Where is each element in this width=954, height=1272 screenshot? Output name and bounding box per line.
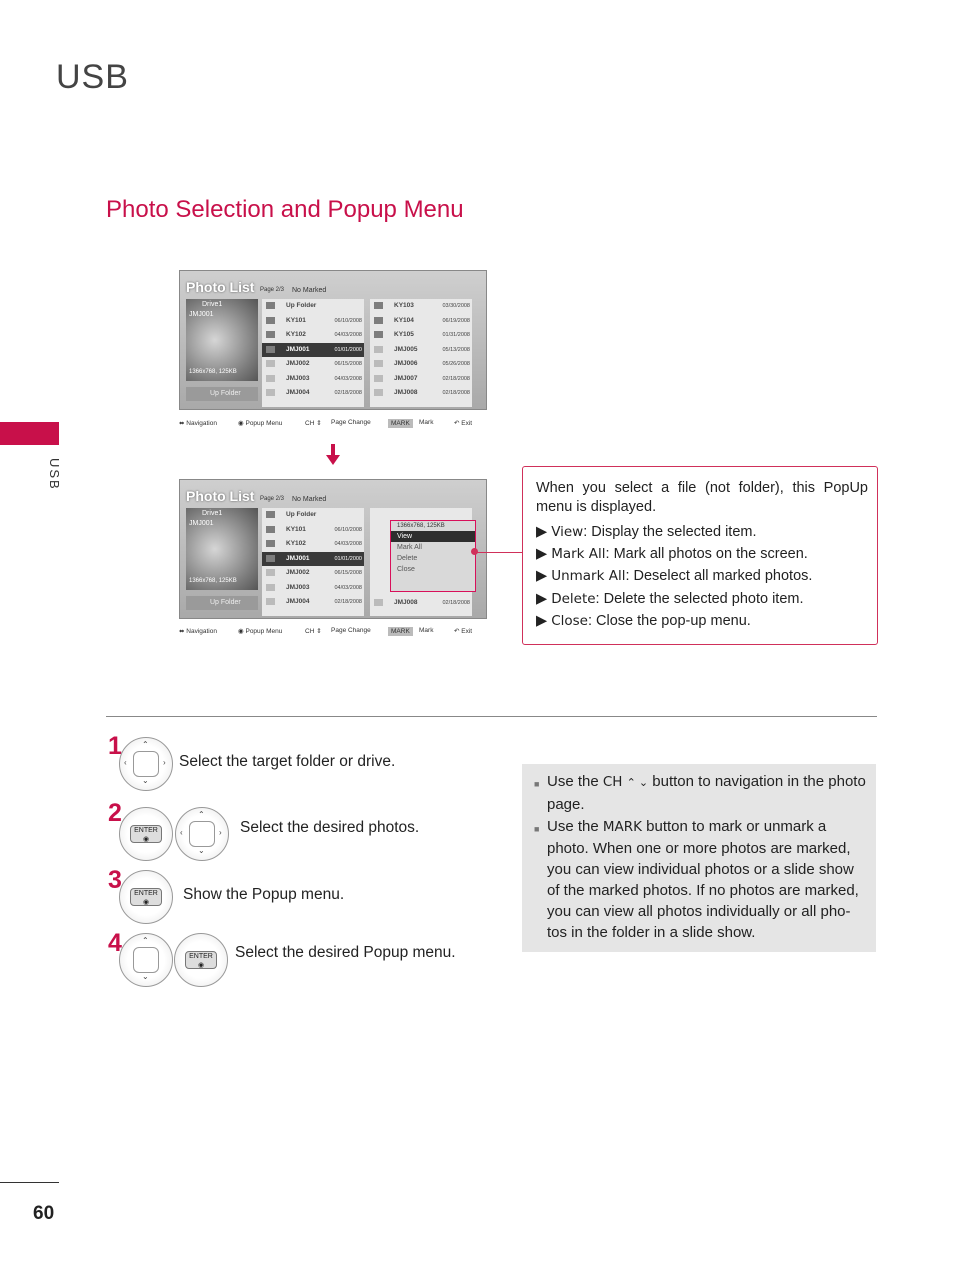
popup-menu xyxy=(390,520,476,592)
hint-exit: ↶ Exit xyxy=(454,420,473,427)
hint-navigation: ⬌ Navigation xyxy=(179,628,217,635)
callout-item: ▶ Delete: Delete the selected photo item. xyxy=(536,591,804,607)
step-text: Select the desired Popup menu. xyxy=(235,944,456,961)
popup-item-delete[interactable]: Delete xyxy=(397,555,418,562)
file-name: JMJ003 xyxy=(286,583,310,591)
file-date: 06/15/2008 xyxy=(334,570,362,576)
note-post: button to navigation in the photo page. xyxy=(547,773,866,813)
callout-item: ▶ View: Display the selected item. xyxy=(536,524,757,540)
file-name: JMJ001 xyxy=(286,554,310,562)
callout-desc: : Deselect all marked photos. xyxy=(625,568,813,584)
file-date: 05/26/2008 xyxy=(442,361,470,367)
resolution-label: 1366x768, 125KB xyxy=(189,578,237,584)
screen-title: Photo List xyxy=(186,279,255,295)
file-date: 02/18/2008 xyxy=(442,390,470,396)
file-name: KY104 xyxy=(394,316,414,324)
callout-key: View xyxy=(551,524,584,540)
file-name: JMJ008 xyxy=(394,389,418,396)
file-date: 06/10/2008 xyxy=(334,317,362,324)
bullet-icon: ■ xyxy=(534,779,540,789)
file-name: KY102 xyxy=(286,540,306,547)
folder-icon xyxy=(266,540,275,547)
step-number: 3 xyxy=(108,866,122,894)
file-name: KY103 xyxy=(394,302,414,309)
callout-connector xyxy=(475,552,523,553)
file-name: Up Folder xyxy=(286,511,317,518)
file-date: 03/30/2008 xyxy=(442,303,470,309)
photo-icon xyxy=(374,599,383,606)
file-row-selected[interactable] xyxy=(262,343,364,358)
drive-label: Drive1 xyxy=(202,510,223,517)
file-row[interactable] xyxy=(370,357,472,372)
up-folder-button[interactable] xyxy=(186,387,258,401)
hint-exit: ↶ Exit xyxy=(454,628,473,635)
popup-item-mark-all[interactable]: Mark All xyxy=(397,544,422,551)
hint-exit-label: Exit xyxy=(461,628,473,635)
file-name: JMJ005 xyxy=(394,345,418,353)
file-date: 04/03/2008 xyxy=(334,332,362,338)
step-number: 2 xyxy=(108,799,122,827)
photo-icon xyxy=(266,346,275,353)
step-text: Show the Popup menu. xyxy=(183,886,345,903)
file-row[interactable] xyxy=(370,386,472,401)
file-date: 04/03/2008 xyxy=(334,584,362,591)
photo-icon xyxy=(374,360,383,367)
file-date: 06/15/2008 xyxy=(334,361,362,367)
photo-icon xyxy=(266,375,275,382)
photo-preview xyxy=(186,508,258,590)
file-date: 04/03/2008 xyxy=(334,375,362,382)
file-row[interactable] xyxy=(262,328,364,343)
photo-icon xyxy=(374,389,383,396)
file-label: JMJ001 xyxy=(189,311,214,318)
file-row[interactable] xyxy=(370,372,472,387)
photo-icon xyxy=(266,555,275,562)
popup-item-view[interactable]: View xyxy=(391,531,475,542)
file-row[interactable] xyxy=(262,372,364,387)
photo-icon xyxy=(266,569,275,576)
file-column-left xyxy=(262,299,364,407)
side-label: USB xyxy=(47,458,62,491)
up-folder-label: Up Folder xyxy=(210,599,241,606)
callout-key: Unmark All xyxy=(551,568,626,584)
step-number: 1 xyxy=(108,732,122,760)
marked-status: No Marked xyxy=(292,287,327,294)
hint-popup: ◉ Popup Menu xyxy=(238,628,283,635)
resolution-label: 1366x768, 125KB xyxy=(189,369,237,375)
hint-mark: Mark xyxy=(419,627,434,634)
dpad-icon: ⌃ ⌄ ‹ › xyxy=(175,807,229,861)
hint-page-change: Page Change xyxy=(331,627,371,634)
file-row[interactable] xyxy=(262,581,364,596)
callout-intro: When you select a file (not folder), this PopUp menu is displayed. xyxy=(536,480,868,515)
up-folder-label: Up Folder xyxy=(210,390,241,397)
file-date: 01/31/2008 xyxy=(442,332,470,338)
file-date: 01/01/2000 xyxy=(334,555,362,562)
page-indicator: Page 2/3 xyxy=(260,287,285,293)
file-name: JMJ003 xyxy=(286,374,310,382)
file-name: JMJ004 xyxy=(286,389,310,396)
file-row[interactable] xyxy=(262,508,364,523)
down-arrow-icon xyxy=(326,444,340,466)
ch-arrows-icon: ⌃ ⌄ xyxy=(626,777,649,789)
callout-desc: : Delete the selected photo item. xyxy=(595,591,804,607)
folder-icon xyxy=(374,317,383,324)
hint-ch: CH ⇕ xyxy=(305,420,322,427)
photo-list-screen-1 xyxy=(179,270,487,410)
file-row[interactable] xyxy=(370,343,472,358)
file-name: KY102 xyxy=(286,331,306,338)
folder-icon xyxy=(374,302,383,309)
file-name: JMJ008 xyxy=(394,599,418,606)
popup-item-close[interactable]: Close xyxy=(397,566,415,573)
photo-list-screen-2 xyxy=(179,479,487,619)
file-row[interactable] xyxy=(370,328,472,343)
file-row[interactable] xyxy=(262,523,364,538)
enter-label: ENTER xyxy=(134,827,158,834)
file-date: 01/01/2000 xyxy=(334,346,362,353)
file-row[interactable] xyxy=(262,537,364,552)
hint-page-change: Page Change xyxy=(331,419,371,426)
dpad-icon: ⌃ ⌄ ‹ › xyxy=(119,737,173,791)
divider xyxy=(106,716,877,717)
callout-dot xyxy=(471,548,478,555)
side-tab xyxy=(0,422,59,445)
photo-icon xyxy=(266,598,275,605)
file-row[interactable] xyxy=(262,566,364,581)
file-name: KY101 xyxy=(286,525,306,533)
file-row[interactable] xyxy=(262,357,364,372)
folder-icon xyxy=(266,331,275,338)
note-key: MARK xyxy=(602,819,642,835)
file-name: JMJ002 xyxy=(286,569,310,576)
up-folder-button[interactable] xyxy=(186,596,258,610)
page-indicator: Page 2/3 xyxy=(260,496,285,502)
file-date: 02/18/2008 xyxy=(334,599,362,605)
page-number: 60 xyxy=(33,1203,55,1224)
callout-desc: : Close the pop-up menu. xyxy=(587,613,751,629)
enter-label: ENTER xyxy=(189,953,213,960)
folder-icon xyxy=(266,526,275,533)
hint-mark: Mark xyxy=(419,419,434,426)
hint-popup-label: Popup Menu xyxy=(245,420,283,427)
folder-icon xyxy=(266,511,275,518)
photo-icon xyxy=(266,360,275,367)
file-date: 02/18/2008 xyxy=(442,375,470,382)
file-date: 06/10/2008 xyxy=(334,526,362,533)
file-row[interactable] xyxy=(262,314,364,329)
file-row-selected[interactable] xyxy=(262,552,364,567)
file-date: 04/03/2008 xyxy=(334,541,362,547)
folder-icon xyxy=(266,302,275,309)
note-pre: Use the xyxy=(547,818,603,835)
page-header: USB xyxy=(56,58,129,96)
step-text: Select the target folder or drive. xyxy=(179,753,396,770)
enter-button-icon: ENTER ◉ xyxy=(174,933,228,987)
photo-preview xyxy=(186,299,258,381)
callout-key: Delete xyxy=(551,591,596,607)
file-date: 06/19/2008 xyxy=(442,317,470,324)
file-name: KY105 xyxy=(394,331,414,338)
file-column-left xyxy=(262,508,364,616)
hint-ch: CH ⇕ xyxy=(305,628,322,635)
section-title: Photo Selection and Popup Menu xyxy=(106,196,464,223)
note-post: button to mark or unmark a photo. When one or more photos are marked, you can view individual photos or a slide show of the marked photos. If no photos are marked, you can view all photos individually or all pho-tos in the folder in a slide show. xyxy=(547,818,859,941)
note-item xyxy=(547,771,867,815)
file-column-right xyxy=(370,299,472,407)
hint-navigation-label: Navigation xyxy=(186,420,217,427)
file-name: JMJ007 xyxy=(394,374,418,382)
file-name: Up Folder xyxy=(286,302,317,309)
file-name: KY101 xyxy=(286,316,306,324)
callout-desc: : Display the selected item. xyxy=(583,524,757,540)
bullet-icon: ■ xyxy=(534,824,540,834)
file-row[interactable] xyxy=(370,596,472,611)
note-item xyxy=(547,816,867,943)
file-date: 02/18/2008 xyxy=(442,600,470,606)
hint-mark-key: MARK xyxy=(388,627,413,636)
hint-exit-label: Exit xyxy=(461,420,473,427)
popup-header: 1366x768, 125KB xyxy=(397,523,445,529)
callout-item: ▶ Close: Close the pop-up menu. xyxy=(536,613,751,629)
note-key: CH xyxy=(602,774,623,790)
file-row[interactable] xyxy=(262,386,364,401)
note-pre: Use the xyxy=(547,773,603,790)
callout-key: Close xyxy=(551,613,588,629)
file-name: JMJ006 xyxy=(394,360,418,367)
photo-icon xyxy=(374,346,383,353)
callout-item: ▶ Unmark All: Deselect all marked photos. xyxy=(536,568,813,584)
folder-icon xyxy=(374,331,383,338)
file-date: 02/18/2008 xyxy=(334,390,362,396)
marked-status: No Marked xyxy=(292,496,327,503)
file-name: JMJ001 xyxy=(286,345,310,353)
callout-item: ▶ Mark All: Mark all photos on the screen. xyxy=(536,546,808,562)
file-name: JMJ004 xyxy=(286,598,310,605)
hint-popup: ◉ Popup Menu xyxy=(238,420,283,427)
file-name: JMJ002 xyxy=(286,360,310,367)
screen-title: Photo List xyxy=(186,488,255,504)
file-row[interactable] xyxy=(370,299,472,314)
hint-ch-label: CH xyxy=(305,628,315,635)
hint-popup-label: Popup Menu xyxy=(245,628,283,635)
hint-ch-label: CH xyxy=(305,420,315,427)
enter-button-icon: ENTER ◉ xyxy=(119,807,173,861)
step-number: 4 xyxy=(108,929,122,957)
file-row[interactable] xyxy=(262,595,364,610)
callout-desc: : Mark all photos on the screen. xyxy=(605,546,808,562)
callout-key: Mark All xyxy=(551,546,606,562)
step-text: Select the desired photos. xyxy=(240,819,420,836)
file-date: 05/13/2008 xyxy=(442,346,470,353)
dpad-icon: ⌃ ⌄ xyxy=(119,933,173,987)
file-row[interactable] xyxy=(370,314,472,329)
photo-icon xyxy=(266,389,275,396)
hint-mark-key: MARK xyxy=(388,419,413,428)
photo-icon xyxy=(266,584,275,591)
file-label: JMJ001 xyxy=(189,520,214,527)
note-box xyxy=(522,764,876,952)
drive-label: Drive1 xyxy=(202,301,223,308)
hint-navigation: ⬌ Navigation xyxy=(179,420,217,427)
footer-line xyxy=(0,1182,59,1183)
enter-label: ENTER xyxy=(134,890,158,897)
enter-button-icon: ENTER ◉ xyxy=(119,870,173,924)
hint-navigation-label: Navigation xyxy=(186,628,217,635)
file-row[interactable] xyxy=(262,299,364,314)
folder-icon xyxy=(266,317,275,324)
photo-icon xyxy=(374,375,383,382)
popup-callout xyxy=(522,466,878,645)
